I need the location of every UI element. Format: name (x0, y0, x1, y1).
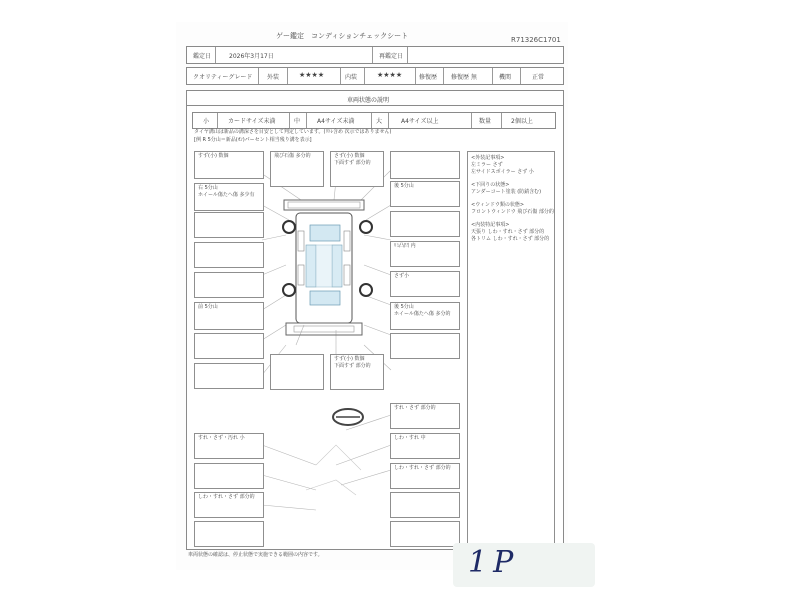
function-value: 正常 (532, 74, 545, 81)
legend-count-value: 2個以上 (511, 118, 533, 125)
right-box-8: すれ・さず 部分的 (390, 403, 460, 429)
reinspect-label: 再鑑定日 (379, 53, 404, 60)
legend-count-label: 数量 (479, 118, 492, 125)
legend-small: 小 (203, 118, 210, 125)
legend-mid-desc: A4サイズ未満 (317, 118, 355, 125)
remark-underbody-a: アンダーコート塗装 (防錆含む) (471, 189, 542, 195)
right-box-6: 後 5分山 ホイール傷たへ傷 多分的 (390, 302, 460, 330)
header-row-grade (186, 67, 564, 85)
remark-window-a: フロントウィンドウ 飛び石傷 部分的 (471, 209, 554, 215)
remark-exterior-title: <外装記事項> (471, 155, 505, 161)
right-box-12 (390, 521, 460, 547)
remark-interior-a: 天張り しわ・すれ・さず 部分的 (471, 229, 545, 235)
right-box-9: しわ・すれ 中 (390, 433, 460, 459)
function-label: 機関 (499, 74, 512, 81)
top-box-1: 飛び石傷 多分的 (270, 151, 324, 187)
left-box-8 (194, 363, 264, 389)
inspect-date: 2026年3月17日 (229, 53, 274, 60)
size-legend (192, 112, 556, 129)
legend-mid: 中 (294, 118, 301, 125)
left-box-4 (194, 242, 264, 268)
right-box-1 (390, 151, 460, 179)
exterior-label: 外装 (267, 74, 280, 81)
bottom-box-1 (270, 354, 324, 390)
remark-exterior-a: 左ミラー さず (471, 162, 503, 168)
interior-stars: ★★★★ (377, 71, 403, 79)
remarks-panel (467, 151, 555, 547)
remark-interior-b: 各トリム しわ・すれ・さず 部分的 (471, 236, 550, 242)
left-box-5 (194, 272, 264, 298)
tire-note-line1: タイヤ溝山は新品の溝深さを目安として判定しています。(ﾘﾄﾚ含め 次示ではありません) (194, 129, 392, 135)
footer-note: 車両状態の確認は、停止状態で実施できる範囲の内容です。 (188, 552, 323, 558)
sheet-title: ゲー鑑定 コンディションチェックシート (276, 32, 409, 40)
right-box-3 (390, 211, 460, 237)
remark-underbody-title: <下回りの状態> (471, 182, 510, 188)
right-box-10: しわ・すれ・さず 部分的 (390, 463, 460, 489)
left-box-10 (194, 463, 264, 489)
remark-exterior-b: 左サイドスポイラー さず 小 (471, 169, 534, 175)
left-box-11: しわ・すれ・さず 部分的 (194, 492, 264, 518)
section-title: 車両状態の説明 (347, 97, 390, 104)
bottom-box-2: すず(小) 数個 下面すず 部分的 (330, 354, 384, 390)
interior-label: 内装 (345, 74, 358, 81)
left-box-9: すれ・さず・汚れ 小 (194, 433, 264, 459)
left-box-1: すず(小) 数個 (194, 151, 264, 179)
header-row-date (186, 46, 564, 64)
right-box-11 (390, 492, 460, 518)
left-box-6: 前 5分山 (194, 302, 264, 330)
top-box-2: さず(小) 数個 下面すず 部分的 (330, 151, 384, 187)
quality-grade-label: クオリティーグレード (193, 74, 253, 81)
exterior-stars: ★★★★ (299, 71, 325, 79)
right-box-4: ﾘﾐ凸凹 内 (390, 241, 460, 267)
repair-label: 修復歴 (419, 74, 438, 81)
remark-interior-title: <内装特記事項> (471, 222, 510, 228)
legend-small-desc: カードサイズ未満 (228, 118, 276, 125)
inspect-date-label: 鑑定日 (193, 53, 212, 60)
tire-note-line2: [例 R 5分山＝新品(ｵﾝ)パーセント相当残り溝を表示] (194, 137, 312, 143)
sheet-id: R71326C1701 (511, 36, 561, 44)
legend-large: 大 (376, 118, 383, 125)
left-box-3 (194, 212, 264, 238)
right-box-5: さず小 (390, 271, 460, 297)
left-box-7 (194, 333, 264, 359)
page-number-sticker (453, 543, 595, 587)
right-box-2: 後 5分山 (390, 181, 460, 207)
left-box-2: 右 5分山 ホイール傷たへ傷 多少有 (194, 183, 264, 211)
remark-window-title: <ウィンドウ類の状態> (471, 202, 525, 208)
handwritten-page-number: 1P (468, 545, 520, 580)
right-box-7 (390, 333, 460, 359)
legend-large-desc: A4サイズ以上 (401, 118, 439, 125)
left-box-12 (194, 521, 264, 547)
repair-value: 修復歴 無 (451, 74, 477, 81)
